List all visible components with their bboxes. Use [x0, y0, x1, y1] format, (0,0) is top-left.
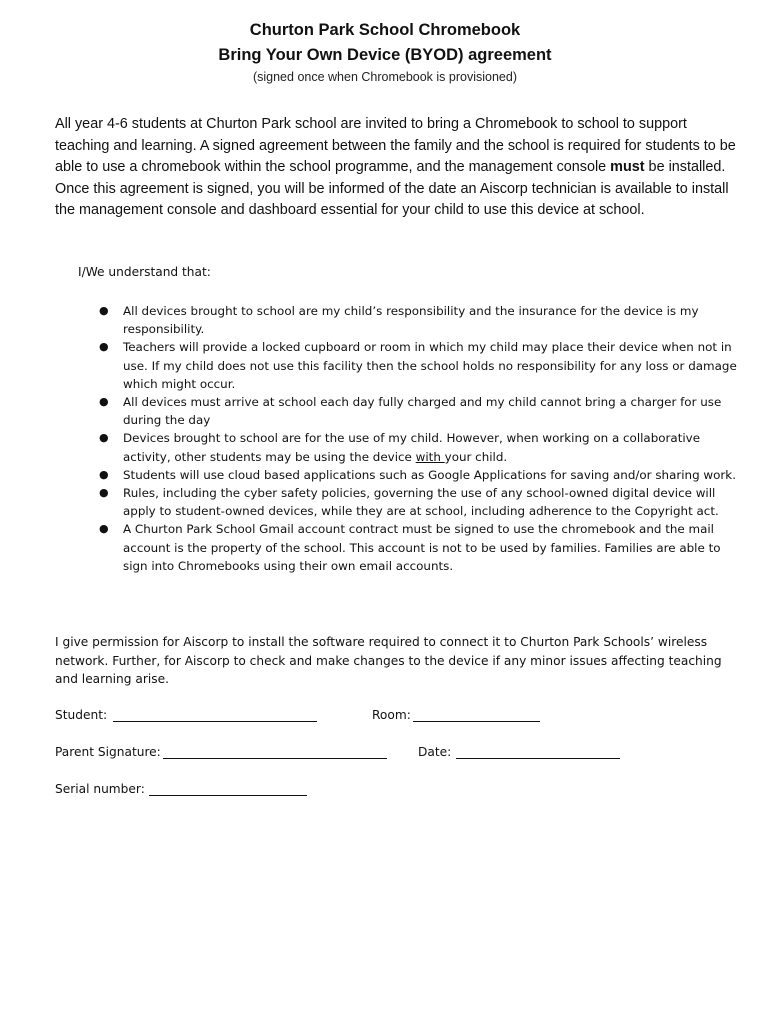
term-underlined-text: with: [415, 449, 445, 464]
bullet-icon: ●: [99, 431, 109, 445]
date-label: Date:: [418, 745, 452, 759]
document-subtitle-heading: Bring Your Own Device (BYOD) agreement: [218, 46, 552, 64]
term-text: All devices must arrive at school each day fully charged and my child cannot bring a charger for use during the day: [123, 395, 722, 428]
list-item: [95, 466, 740, 484]
parent-signature-label: Parent Signature:: [55, 745, 161, 759]
room-field: [372, 707, 540, 722]
room-label: Room:: [372, 708, 411, 722]
list-item: [95, 520, 740, 575]
term-text: All devices brought to school are my child’s responsibility and the insurance for the device is my responsibility.: [123, 304, 699, 337]
student-label: Student:: [55, 708, 108, 722]
bullet-icon: ●: [99, 304, 109, 317]
intro-emphasis: must: [610, 159, 645, 175]
document-title: Churton Park School Chromebook: [249, 21, 521, 39]
intro-text-2: be installed. Once this agreement is signed, you will be informed of the date an Aiscorp technician is available to install the management console and dashboard essential for your child to use this device at school.: [55, 159, 729, 218]
list-item: [95, 338, 740, 393]
serial-number-label: Serial number:: [55, 782, 145, 796]
bullet-icon: ●: [99, 522, 109, 536]
term-text: Devices brought to school are for the use of my child. However, when working on a collaborative activity, other students may be using the device: [123, 431, 701, 464]
list-item: [95, 302, 740, 338]
room-input-line[interactable]: [413, 707, 540, 722]
terms-list: [95, 302, 740, 575]
bullet-icon: ●: [99, 467, 109, 481]
list-item: [95, 393, 740, 429]
date-field: [418, 744, 620, 759]
intro-text-1: All year 4-6 students at Churton Park school are invited to bring a Chromebook to school to support teaching and learning. A signed agreement between the family and the school is required for students to be able to use a chromebook within the school programme, and the management console: [55, 116, 736, 175]
parent-signature-field: [55, 744, 387, 759]
date-input-line[interactable]: [456, 744, 620, 759]
serial-number-input-line[interactable]: [149, 781, 307, 796]
term-text: A Churton Park School Gmail account contract must be signed to use the chromebook and the mail account is the property of the school. This account is not to be used by families. Families are able to sign into Chromebooks using their own email accounts.: [123, 522, 721, 573]
term-text: Rules, including the cyber safety policies, governing the use of any school-owned digital device will apply to student-owned devices, while they are at school, including adherence to the Copyright act.: [123, 486, 719, 519]
term-text: Teachers will provide a locked cupboard or room in which my child may place their device when not in use. If my child does not use this facility then the school holds no responsibility for any loss or damage which might occur.: [123, 340, 737, 391]
serial-number-field: [55, 781, 307, 796]
bullet-icon: ●: [99, 395, 109, 409]
student-field: [55, 707, 317, 722]
list-item: [95, 429, 740, 465]
term-text-end: your child.: [444, 449, 508, 464]
parent-signature-input-line[interactable]: [163, 744, 387, 759]
student-input-line[interactable]: [113, 707, 317, 722]
bullet-icon: ●: [99, 486, 109, 500]
term-text: Students will use cloud based applications such as Google Applications for saving and/or sharing work.: [123, 467, 736, 482]
signing-note: (signed once when Chromebook is provisioned): [252, 70, 518, 84]
permission-paragraph: I give permission for Aiscorp to install the software required to connect it to Churton Park Schools’ wireless network. Further, for Aiscorp to check and make changes to the device if any minor issues affecting teaching and learning arise.: [55, 635, 722, 687]
list-item: [95, 484, 740, 520]
intro-paragraph: [55, 114, 745, 222]
understand-label: I/We understand that:: [78, 265, 211, 279]
bullet-icon: ●: [99, 340, 109, 354]
